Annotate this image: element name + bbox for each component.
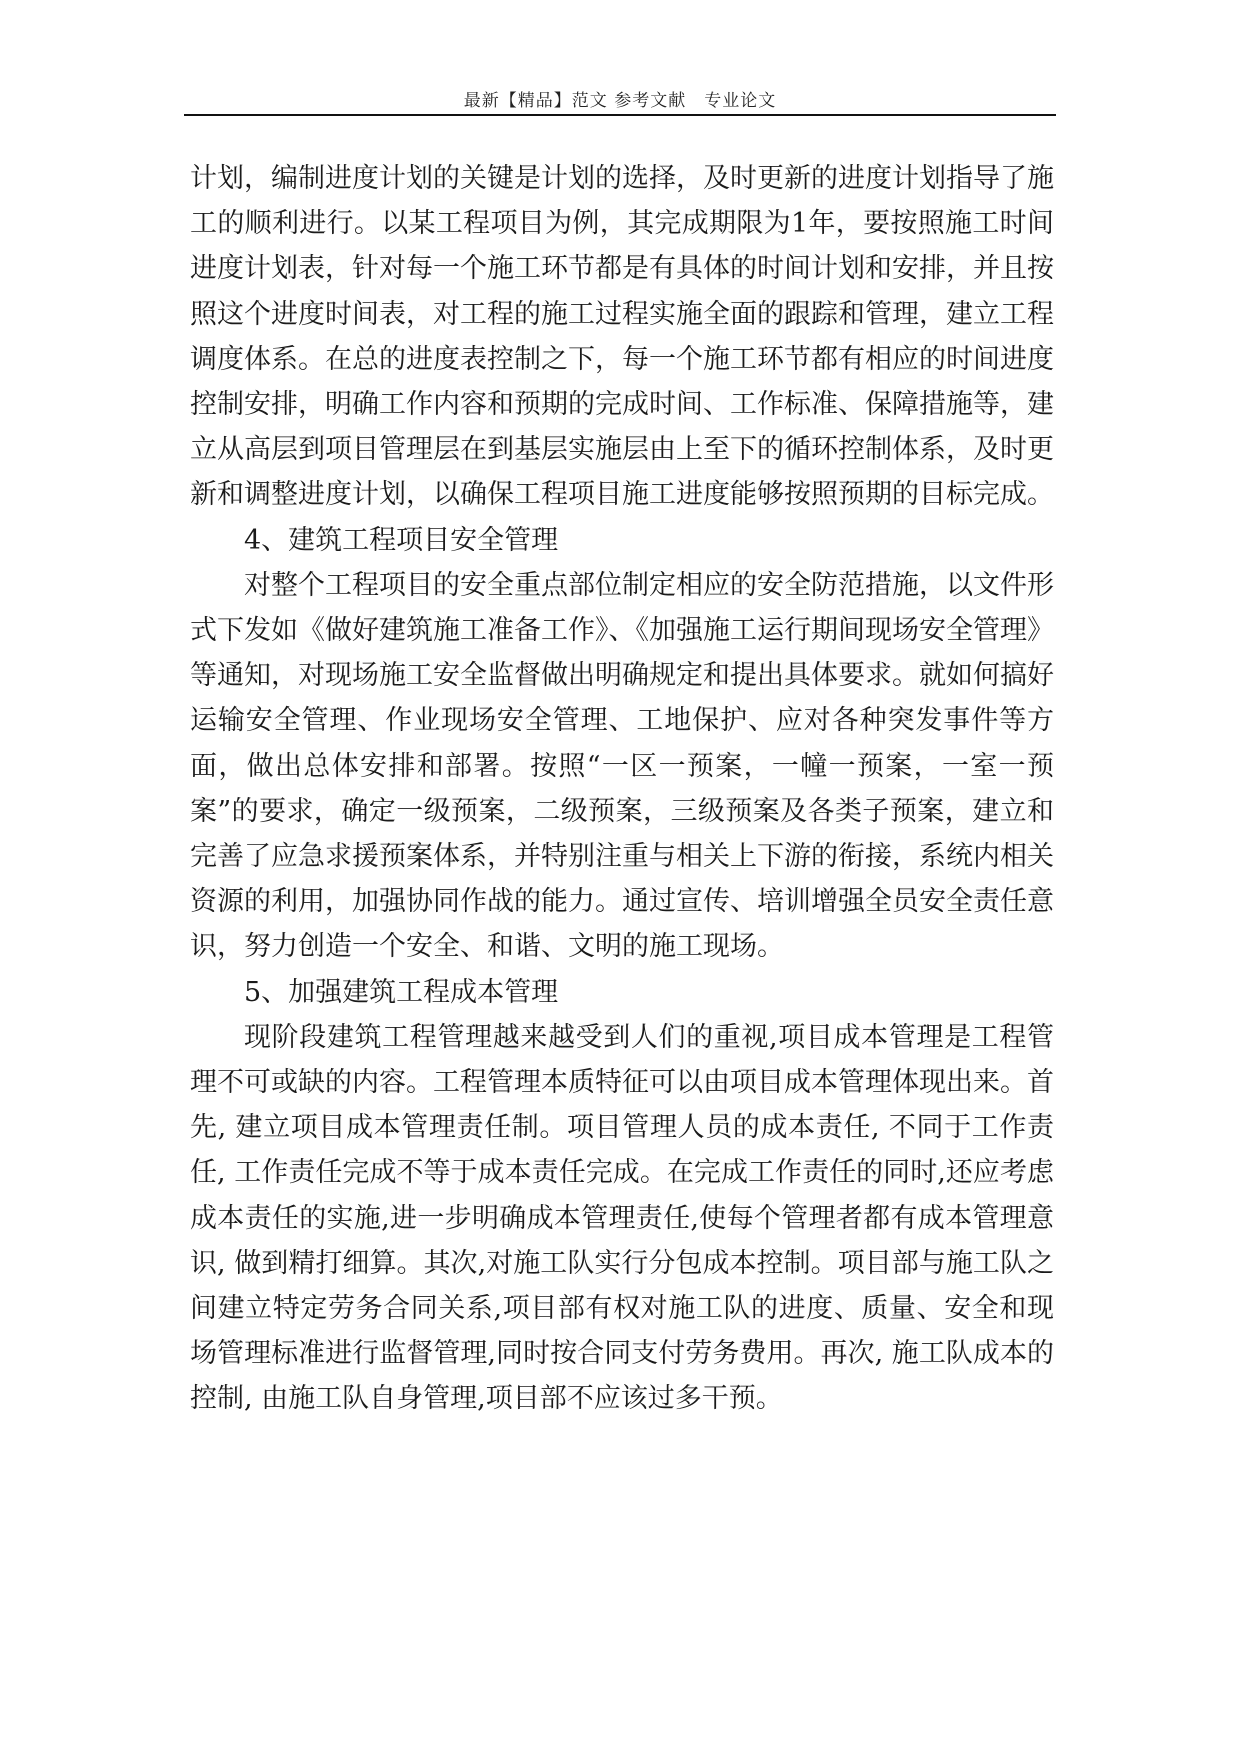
heading-safety-management: 4、建筑工程项目安全管理 bbox=[244, 524, 559, 556]
heading-cost-management: 5、加强建筑工程成本管理 bbox=[244, 976, 559, 1008]
document-body bbox=[190, 156, 1054, 1422]
paragraph-cost: 现阶段建筑工程管理越来越受到人们的重视,项目成本管理是工程管理不可或缺的内容。工程管理本质特征可以由项目成本管理体现出来。首先, 建立项目成本管理责任制。项目管理人员的成本责任, 不同于工作责任, 工作责任完成不等于成本责任完成。在完成工作责任的同时,还应考虑成本责任的实施,进一步明确成本管理责任,使每个管理者都有成本管理意识, 做到精打细算。其次,对施工队实行分包成本控制。项目部与施工队之间建立特定劳务合同关系,项目部有权对施工队的进度、质量、安全和现场管理标准进行监督管理,同时按合同支付劳务费用。再次, 施工队成本的控制, 由施工队自身管理,项目部不应该过多干预。 bbox=[190, 1021, 1054, 1415]
page-header: 最新【精品】范文 参考文献 专业论文 bbox=[463, 91, 777, 111]
paragraph-safety: 对整个工程项目的安全重点部位制定相应的安全防范措施，以文件形式下发如《做好建筑施工准备工作》、《加强施工运行期间现场安全管理》等通知，对现场施工安全监督做出明确规定和提出具体要求。就如何搞好运输安全管理、作业现场安全管理、工地保护、应对各种突发事件等方面，做出总体安排和部署。按照“一区一预案，一幢一预案，一室一预案”的要求，确定一级预案，二级预案，三级预案及各类子预案，建立和完善了应急求援预案体系，并特别注重与相关上下游的衔接，系统内相关资源的利用，加强协同作战的能力。通过宣传、培训增强全员安全责任意识，努力创造一个安全、和谐、文明的施工现场。 bbox=[190, 569, 1054, 963]
paragraph-schedule: 计划，编制进度计划的关键是计划的选择，及时更新的进度计划指导了施工的顺利进行。以某工程项目为例，其完成期限为1年，要按照施工时间进度计划表，针对每一个施工环节都是有具体的时间计划和安排，并且按照这个进度时间表，对工程的施工过程实施全面的跟踪和管理，建立工程调度体系。在总的进度表控制之下，每一个施工环节都有相应的时间进度控制安排，明确工作内容和预期的完成时间、工作标准、保障措施等，建立从高层到项目管理层在到基层实施层由上至下的循环控制体系，及时更新和调整进度计划，以确保工程项目施工进度能够按照预期的目标完成。 bbox=[190, 163, 1054, 511]
header-divider bbox=[184, 114, 1056, 116]
